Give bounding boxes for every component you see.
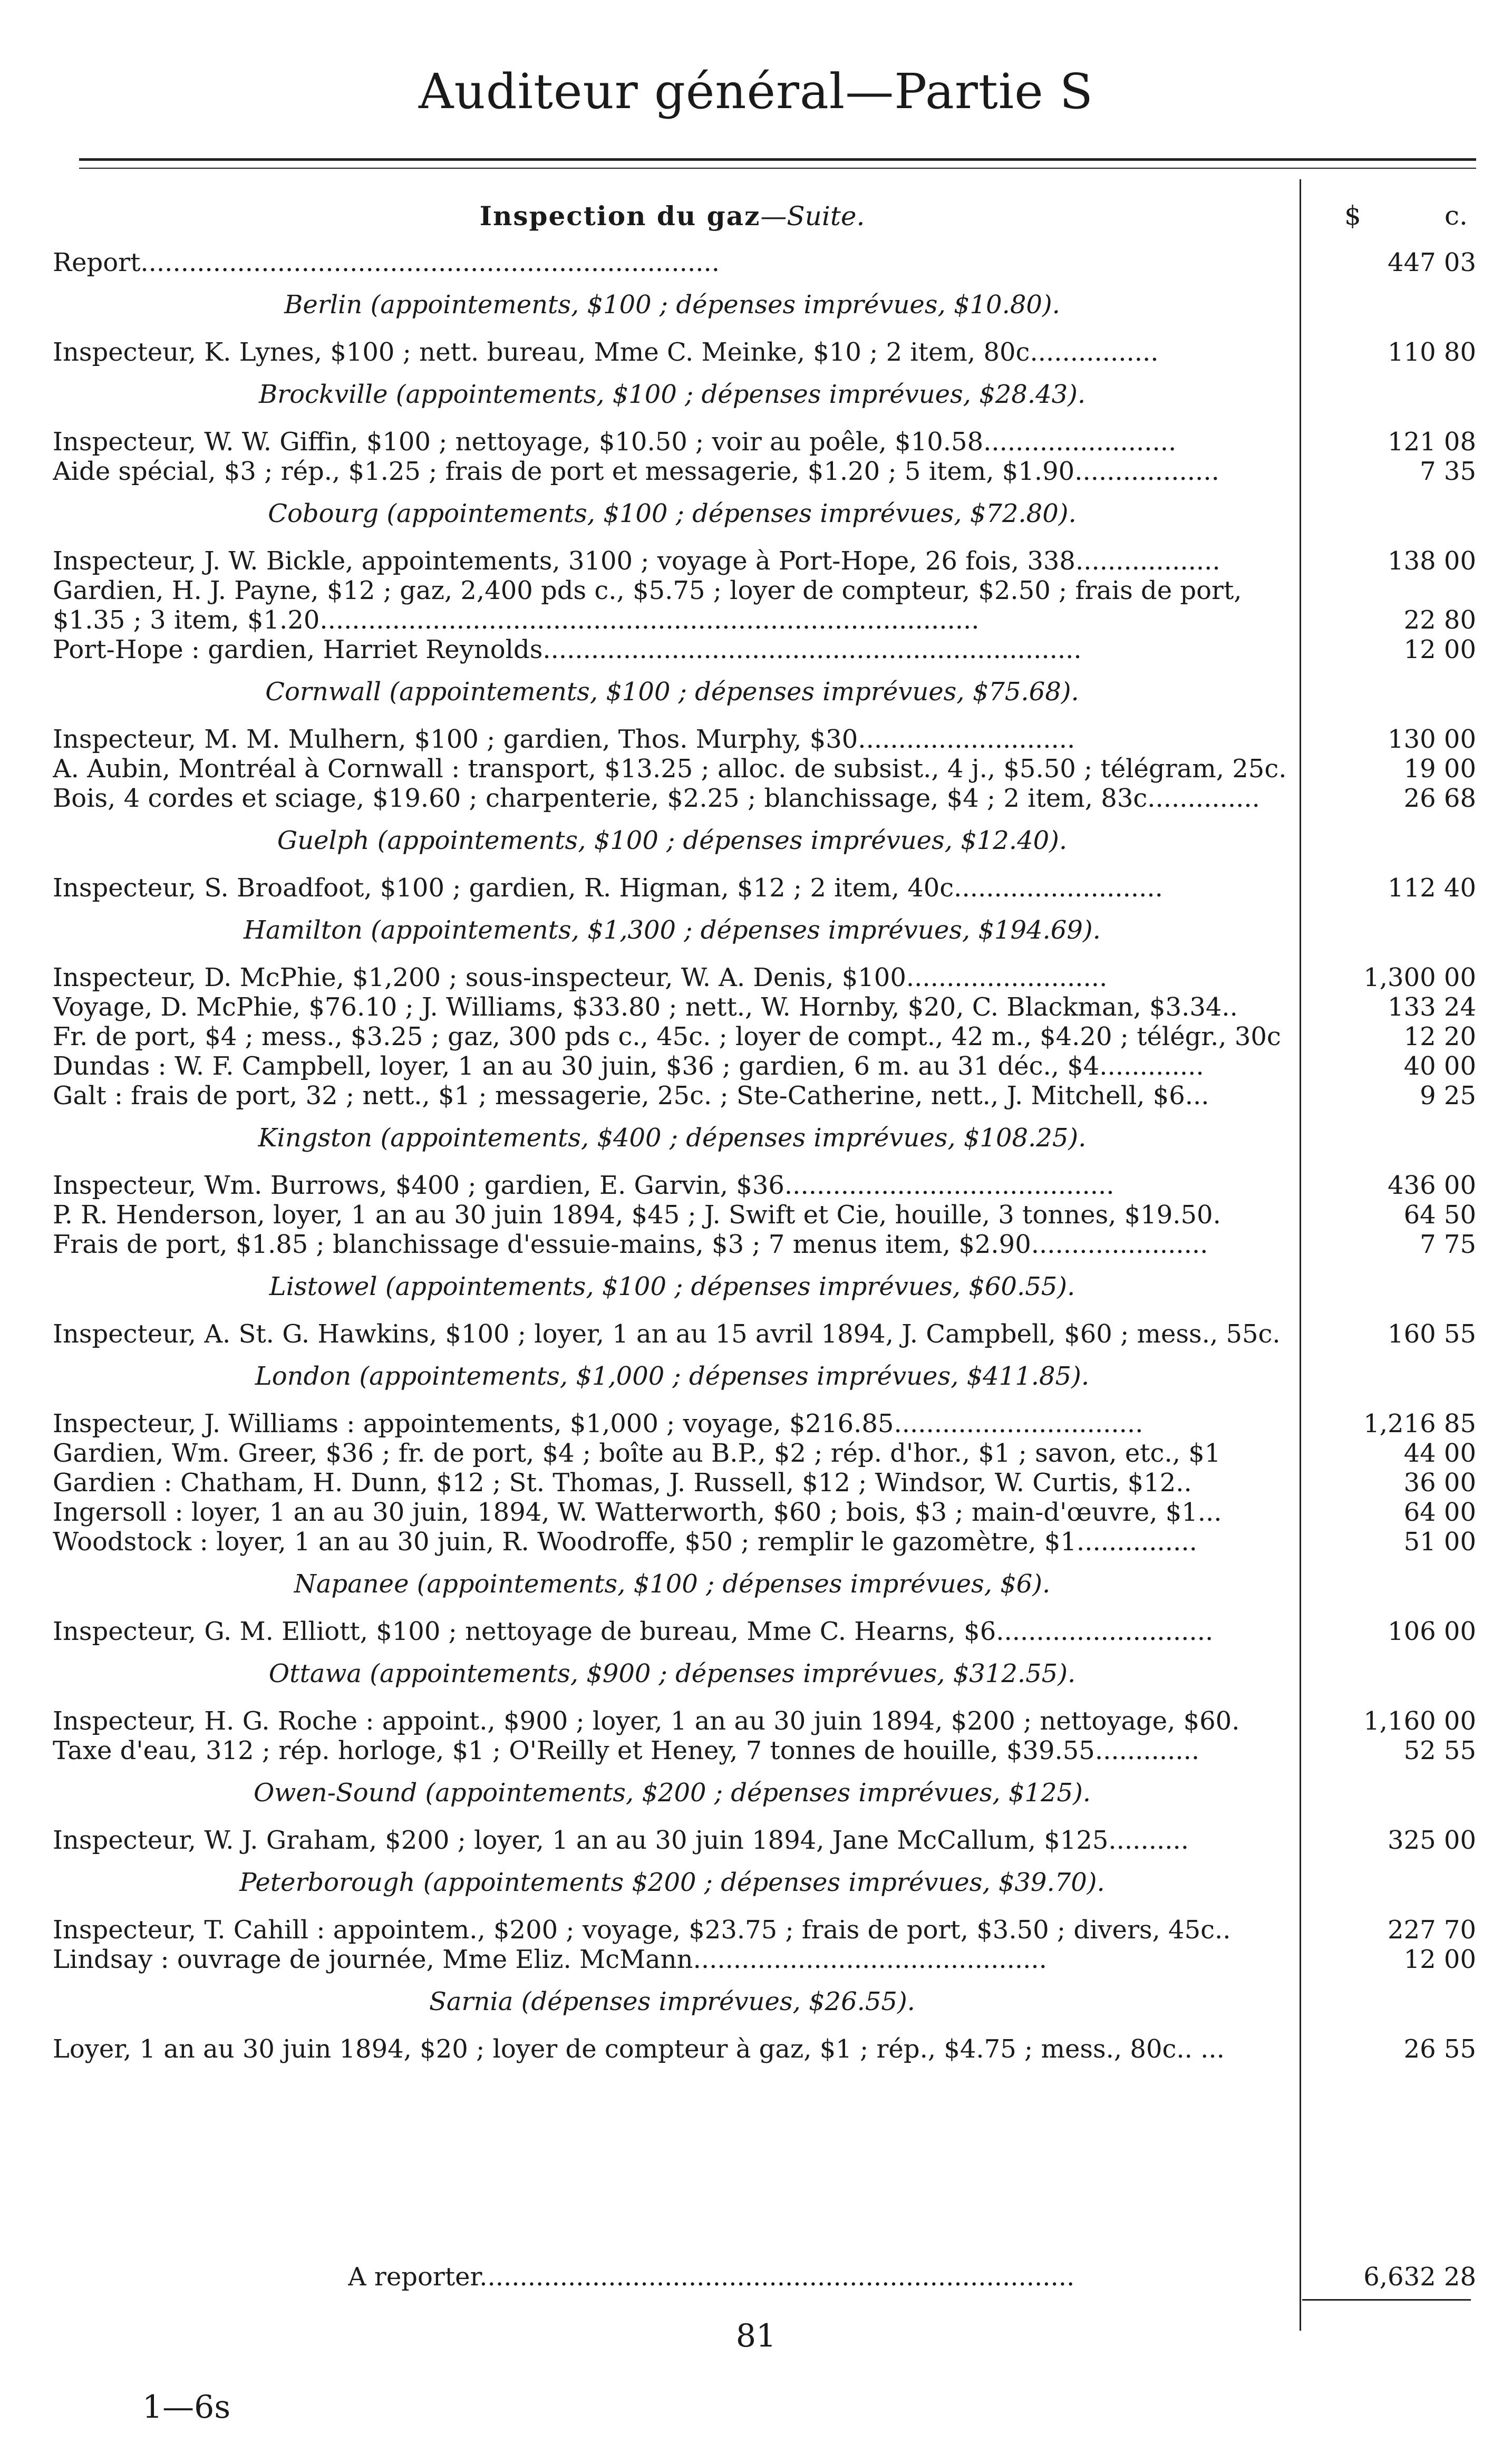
table-row (53, 1051, 1476, 1081)
row-description: P. R. Henderson, loyer, 1 an au 30 juin 1894, $45 ; J. Swift et Cie, houille, 3 tonnes, $19.50. (53, 1200, 1221, 1230)
row-description: Inspecteur, M. M. Mulhern, $100 ; gardien, Thos. Murphy, $30........................... (53, 725, 1075, 754)
table-row (53, 1945, 1476, 1974)
row-description: Port-Hope : gardien, Harriet Reynolds................................................................... (53, 635, 1082, 664)
table-row (53, 784, 1476, 813)
table-row (53, 1527, 1476, 1557)
table-row (53, 546, 1476, 576)
table-row (53, 754, 1476, 784)
row-amount: 26 55 (1403, 2034, 1476, 2064)
table-row (53, 457, 1476, 486)
row-description: Inspecteur, J. W. Bickle, appointements, 3100 ; voyage à Port-Hope, 26 fois, 338.................. (53, 546, 1220, 576)
row-amount: 227 70 (1388, 1915, 1476, 1945)
table-row (53, 1200, 1476, 1230)
row-amount: 12 00 (1403, 1945, 1476, 1974)
row-description: Lindsay : ouvrage de journée, Mme Eliz. McMann............................................ (53, 1945, 1047, 1974)
page-title: Auditeur général—Partie S (419, 63, 1093, 120)
row-amount: 160 55 (1388, 1319, 1476, 1349)
row-description: Fr. de port, $4 ; mess., $3.25 ; gaz, 300 pds c., 45c. ; loyer de compt., 42 m., $4.20 ; télégr., 30c (53, 1022, 1281, 1051)
row-amount: 64 00 (1403, 1498, 1476, 1527)
section-heading: Berlin (appointements, $100 ; dépenses imprévues, $10.80). (284, 290, 1060, 320)
row-amount: 12 00 (1403, 635, 1476, 664)
row-amount: 22 80 (1403, 605, 1476, 635)
row-description: Frais de port, $1.85 ; blanchissage d'essuie-mains, $3 ; 7 menus item, $2.90...................... (53, 1230, 1208, 1259)
row-amount: 7 35 (1420, 457, 1476, 486)
row-amount: 106 00 (1388, 1617, 1476, 1646)
table-row (53, 337, 1476, 367)
row-description: Galt : frais de port, 32 ; nett., $1 ; messagerie, 25c. ; Ste-Catherine, nett., J. Mitchell, $6... (53, 1081, 1209, 1111)
row-amount: 51 00 (1403, 1527, 1476, 1557)
row-description: Inspecteur, A. St. G. Hawkins, $100 ; loyer, 1 an au 15 avril 1894, J. Campbell, $60 ; mess., 55c. (53, 1319, 1281, 1349)
table-row (53, 725, 1476, 754)
header-rule-thin (79, 168, 1476, 169)
row-description: Ingersoll : loyer, 1 an au 30 juin, 1894, W. Watterworth, $60 ; bois, $3 ; main-d'œuvre, $1... (53, 1498, 1222, 1527)
table-row (53, 1438, 1476, 1468)
row-amount: 12 20 (1403, 1022, 1476, 1051)
row-amount: 44 00 (1403, 1438, 1476, 1468)
row-description: $1.35 ; 3 item, $1.20.................................................................................. (53, 605, 980, 635)
row-description: Inspecteur, T. Cahill : appointem., $200 ; voyage, $23.75 ; frais de port, $3.50 ; divers, 45c.. (53, 1915, 1231, 1945)
row-description: Inspecteur, G. M. Elliott, $100 ; nettoyage de bureau, Mme C. Hearns, $6........................... (53, 1617, 1214, 1646)
table-row (53, 605, 1476, 635)
section-heading: Sarnia (dépenses imprévues, $26.55). (429, 1987, 915, 2016)
row-amount: 6,632 28 (1363, 2262, 1476, 2292)
table-row (53, 992, 1476, 1022)
row-description: Gardien, H. J. Payne, $12 ; gaz, 2,400 pds c., $5.75 ; loyer de compteur, $2.50 ; frais de port, (53, 576, 1242, 605)
row-amount: 138 00 (1388, 546, 1476, 576)
row-description: Woodstock : loyer, 1 an au 30 juin, R. Woodroffe, $50 ; remplir le gazomètre, $1............... (53, 1527, 1197, 1557)
row-amount: 52 55 (1403, 1736, 1476, 1765)
row-amount: 40 00 (1403, 1051, 1476, 1081)
row-description: Aide spécial, $3 ; rép., $1.25 ; frais de port et messagerie, $1.20 ; 5 item, $1.90.................. (53, 457, 1219, 486)
section-heading: Napanee (appointements, $100 ; dépenses imprévues, $6). (294, 1569, 1051, 1599)
total-rule (1302, 2299, 1471, 2301)
row-amount: 1,300 00 (1363, 963, 1476, 992)
table-row (53, 1915, 1476, 1945)
table-row (53, 1230, 1476, 1259)
row-description: Gardien : Chatham, H. Dunn, $12 ; St. Thomas, J. Russell, $12 ; Windsor, W. Curtis, $12.. (53, 1468, 1192, 1498)
row-description: Inspecteur, S. Broadfoot, $100 ; gardien, R. Higman, $12 ; 2 item, 40c.......................... (53, 873, 1163, 903)
row-description: Inspecteur, W. J. Graham, $200 ; loyer, 1 an au 30 juin 1894, Jane McCallum, $125.......... (53, 1826, 1189, 1855)
section-heading: Cobourg (appointements, $100 ; dépenses imprévues, $72.80). (268, 499, 1077, 528)
signature-mark: 1—6s (142, 2389, 231, 2426)
row-amount: 64 50 (1403, 1200, 1476, 1230)
row-amount: 447 03 (1388, 248, 1476, 277)
section-heading: London (appointements, $1,000 ; dépenses imprévues, $411.85). (255, 1362, 1090, 1391)
table-row (53, 873, 1476, 903)
table-row (53, 576, 1476, 605)
row-description: Dundas : W. F. Campbell, loyer, 1 an au 30 juin, $36 ; gardien, 6 m. au 31 déc., $4............. (53, 1051, 1204, 1081)
table-row (53, 1498, 1476, 1527)
row-amount: 112 40 (1388, 873, 1476, 903)
section-heading: Ottawa (appointements, $900 ; dépenses imprévues, $312.55). (268, 1659, 1076, 1688)
row-amount: 1,216 85 (1363, 1409, 1476, 1438)
section-heading: Guelph (appointements, $100 ; dépenses imprévues, $12.40). (277, 826, 1068, 855)
row-description: Bois, 4 cordes et sciage, $19.60 ; charpenterie, $2.25 ; blanchissage, $4 ; 2 item, 83c.............. (53, 784, 1260, 813)
row-amount: 133 24 (1388, 992, 1476, 1022)
row-amount: 26 68 (1403, 784, 1476, 813)
table-row (53, 1081, 1476, 1111)
cents-header: c. (1445, 200, 1468, 231)
header-italic: —Suite. (760, 201, 865, 231)
table-row (53, 1468, 1476, 1498)
row-description: Inspecteur, H. G. Roche : appoint., $900 ; loyer, 1 an au 30 juin 1894, $200 ; nettoyage, $60. (53, 1706, 1240, 1736)
table-row (53, 1826, 1476, 1855)
row-description: Report........................................................................ (53, 248, 720, 277)
section-heading: Hamilton (appointements, $1,300 ; dépenses imprévues, $194.69). (244, 915, 1101, 945)
row-description: Gardien, Wm. Greer, $36 ; fr. de port, $4 ; boîte au B.P., $2 ; rép. d'hor., $1 ; savon, etc., $1 (53, 1438, 1221, 1468)
row-description: Voyage, D. McPhie, $76.10 ; J. Williams, $33.80 ; nett., W. Hornby, $20, C. Blackman, $3.34.. (53, 992, 1238, 1022)
row-description: Inspecteur, D. McPhie, $1,200 ; sous-inspecteur, W. A. Denis, $100......................... (53, 963, 1108, 992)
row-amount: 325 00 (1388, 1826, 1476, 1855)
row-amount: 121 08 (1388, 427, 1476, 457)
page-number: 81 (735, 2318, 777, 2354)
row-description: Inspecteur, W. W. Giffin, $100 ; nettoyage, $10.50 ; voir au poêle, $10.58........................ (53, 427, 1177, 457)
row-description: Loyer, 1 an au 30 juin 1894, $20 ; loyer de compteur à gaz, $1 ; rép., $4.75 ; mess., 80c.. ... (53, 2034, 1225, 2064)
row-amount: 7 75 (1420, 1230, 1476, 1259)
dollar-header: $ (1344, 200, 1361, 231)
row-description: A. Aubin, Montréal à Cornwall : transport, $13.25 ; alloc. de subsist., 4 j., $5.50 ; télégram, 25c. (53, 754, 1287, 784)
section-heading: Kingston (appointements, $400 ; dépenses imprévues, $108.25). (258, 1123, 1087, 1153)
table-row (53, 1736, 1476, 1765)
row-amount: 19 00 (1403, 754, 1476, 784)
table-row (53, 248, 1476, 277)
table-header (53, 200, 1292, 231)
table-row (53, 1706, 1476, 1736)
table-row (53, 635, 1476, 664)
table-row (53, 1022, 1476, 1051)
table-row (53, 2034, 1476, 2064)
row-amount: 436 00 (1388, 1171, 1476, 1200)
row-amount: 36 00 (1403, 1468, 1476, 1498)
section-heading: Cornwall (appointements, $100 ; dépenses imprévues, $75.68). (265, 677, 1079, 707)
table-row (53, 1319, 1476, 1349)
table-row (53, 1409, 1476, 1438)
row-amount: 9 25 (1420, 1081, 1476, 1111)
row-amount: 130 00 (1388, 725, 1476, 754)
row-description: Inspecteur, Wm. Burrows, $400 ; gardien, E. Garvin, $36......................................... (53, 1171, 1114, 1200)
row-description: Inspecteur, J. Williams : appointements, $1,000 ; voyage, $216.85............................... (53, 1409, 1143, 1438)
row-amount: 1,160 00 (1363, 1706, 1476, 1736)
table-row (53, 1171, 1476, 1200)
section-heading: Listowel (appointements, $100 ; dépenses imprévues, $60.55). (269, 1272, 1075, 1301)
total-row (53, 2262, 1476, 2292)
row-description: A reporter.......................................................................... (348, 2262, 1075, 2292)
accounts-table (53, 179, 1476, 2331)
table-row (53, 963, 1476, 992)
row-description: Inspecteur, K. Lynes, $100 ; nett. bureau, Mme C. Meinke, $10 ; 2 item, 80c................ (53, 337, 1159, 367)
table-row (53, 1617, 1476, 1646)
header-bold: Inspection du gaz (479, 200, 761, 231)
header-rule-thick (79, 158, 1476, 161)
row-amount: 110 80 (1388, 337, 1476, 367)
section-heading: Brockville (appointements, $100 ; dépenses imprévues, $28.43). (258, 380, 1086, 409)
row-description: Taxe d'eau, 312 ; rép. horloge, $1 ; O'Reilly et Heney, 7 tonnes de houille, $39.55............. (53, 1736, 1200, 1765)
table-row (53, 427, 1476, 457)
section-heading: Owen-Sound (appointements, $200 ; dépenses imprévues, $125). (253, 1778, 1091, 1808)
section-heading: Peterborough (appointements $200 ; dépenses imprévues, $39.70). (239, 1868, 1105, 1897)
